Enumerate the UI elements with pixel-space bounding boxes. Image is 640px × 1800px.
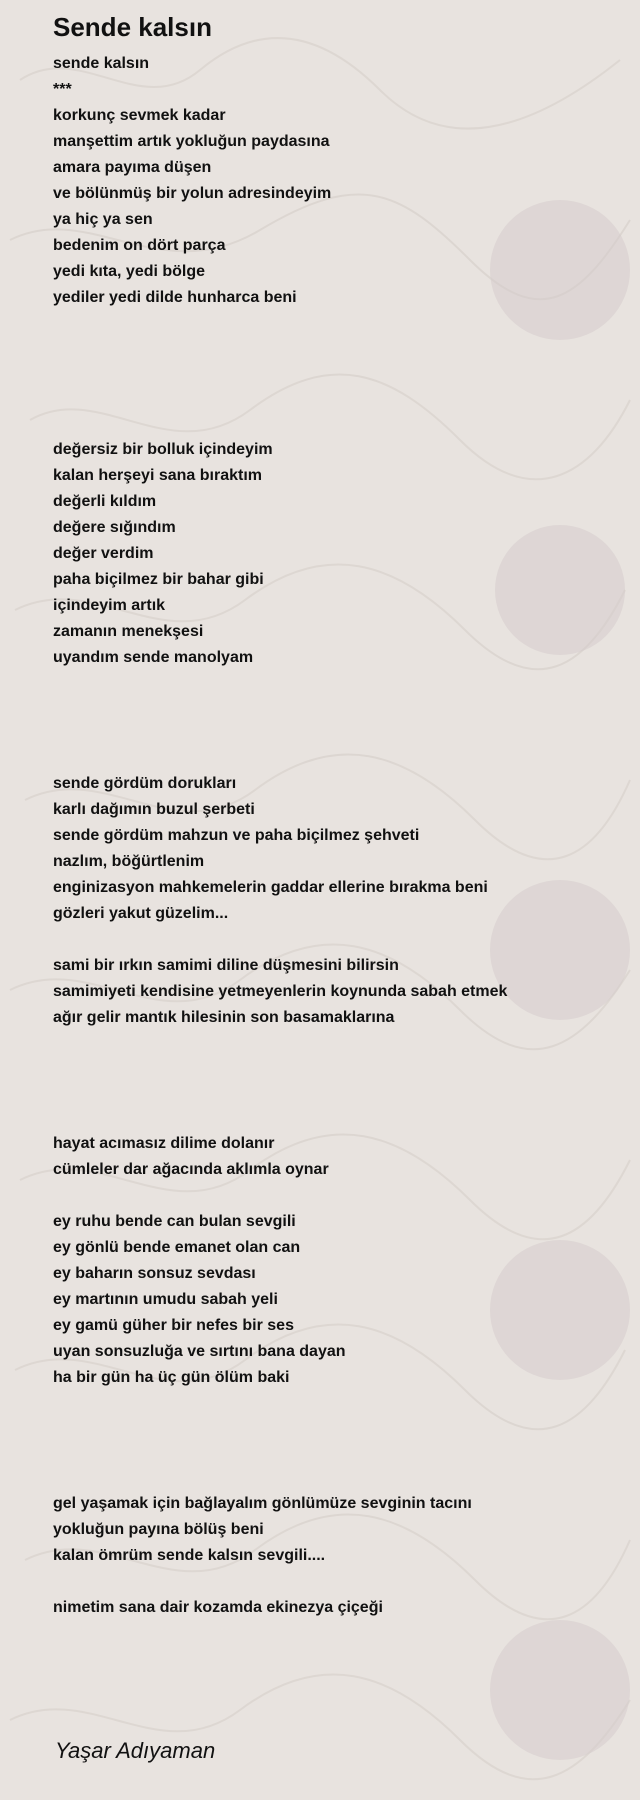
poem-line: korkunç sevmek kadar bbox=[53, 107, 226, 124]
poem-line: uyandım sende manolyam bbox=[53, 649, 254, 666]
poem-line: sende gördüm dorukları bbox=[53, 775, 237, 792]
poem-line: ya hiç ya sen bbox=[53, 211, 153, 228]
poem-line: karlı dağımın buzul şerbeti bbox=[53, 801, 255, 818]
poem-line: içindeyim artık bbox=[53, 597, 166, 614]
stanza-3 bbox=[53, 771, 488, 927]
stanza-6 bbox=[53, 1209, 346, 1391]
stanza-1 bbox=[53, 51, 331, 311]
poem-line: değer verdim bbox=[53, 545, 154, 562]
poem-line: sende kalsın bbox=[53, 55, 150, 72]
poem-line: ey gamü güher bir nefes bir ses bbox=[53, 1317, 294, 1334]
poem-line: yokluğun payına bölüş beni bbox=[53, 1521, 264, 1538]
poem-line: amara payıma düşen bbox=[53, 159, 212, 176]
stanza-7 bbox=[53, 1491, 472, 1569]
poem-line: ey ruhu bende can bulan sevgili bbox=[53, 1213, 296, 1230]
poem-line: paha biçilmez bir bahar gibi bbox=[53, 571, 264, 588]
poem-line: ey baharın sonsuz sevdası bbox=[53, 1265, 256, 1282]
author-signature: Yaşar Adıyaman bbox=[55, 1738, 216, 1763]
poem-line: enginizasyon mahkemelerin gaddar ellerine bırakma beni bbox=[53, 879, 488, 896]
poem-line: ey gönlü bende emanet olan can bbox=[53, 1239, 301, 1256]
poem-line: değersiz bir bolluk içindeyim bbox=[53, 441, 273, 458]
poem-line: bedenim on dört parça bbox=[53, 237, 226, 254]
stanza-4 bbox=[53, 953, 507, 1031]
poem-line: cümleler dar ağacında aklımla oynar bbox=[53, 1161, 329, 1178]
poem-line: manşettim artık yokluğun paydasına bbox=[53, 133, 330, 150]
poem-line: yediler yedi dilde hunharca beni bbox=[53, 289, 297, 306]
stanza-5 bbox=[53, 1131, 329, 1183]
poem-line: uyan sonsuzluğa ve sırtını bana dayan bbox=[53, 1343, 346, 1360]
poem-line: yedi kıta, yedi bölge bbox=[53, 263, 206, 280]
poem-line: samimiyeti kendisine yetmeyenlerin koynunda sabah etmek bbox=[53, 983, 508, 1000]
poem-line: değerli kıldım bbox=[53, 493, 157, 510]
poem-line: ey martının umudu sabah yeli bbox=[53, 1291, 278, 1308]
poem-line: kalan ömrüm sende kalsın sevgili.... bbox=[53, 1547, 326, 1564]
poem-line: değere sığındım bbox=[53, 519, 176, 536]
stanza-8 bbox=[53, 1595, 383, 1621]
poem-line: sami bir ırkın samimi diline düşmesini bilirsin bbox=[53, 957, 399, 974]
poem-line: gözleri yakut güzelim... bbox=[53, 905, 229, 922]
poem-title: Sende kalsın bbox=[53, 12, 212, 42]
poem-line: zamanın menekşesi bbox=[53, 623, 204, 640]
poem-line: kalan herşeyi sana bıraktım bbox=[53, 467, 262, 484]
poem-line: hayat acımasız dilime dolanır bbox=[53, 1135, 275, 1152]
poem-line: ha bir gün ha üç gün ölüm baki bbox=[53, 1369, 290, 1386]
poem-line: *** bbox=[53, 81, 72, 98]
poem-line: ağır gelir mantık hilesinin son basamaklarına bbox=[53, 1009, 395, 1026]
poem-line: gel yaşamak için bağlayalım gönlümüze sevginin tacını bbox=[53, 1495, 472, 1512]
poem-line: nimetim sana dair kozamda ekinezya çiçeği bbox=[53, 1599, 383, 1616]
poem-line: sende gördüm mahzun ve paha biçilmez şehveti bbox=[53, 827, 420, 844]
poem-line: ve bölünmüş bir yolun adresindeyim bbox=[53, 185, 332, 202]
poem-line: nazlım, böğürtlenim bbox=[53, 853, 205, 870]
stanza-2 bbox=[53, 437, 273, 671]
